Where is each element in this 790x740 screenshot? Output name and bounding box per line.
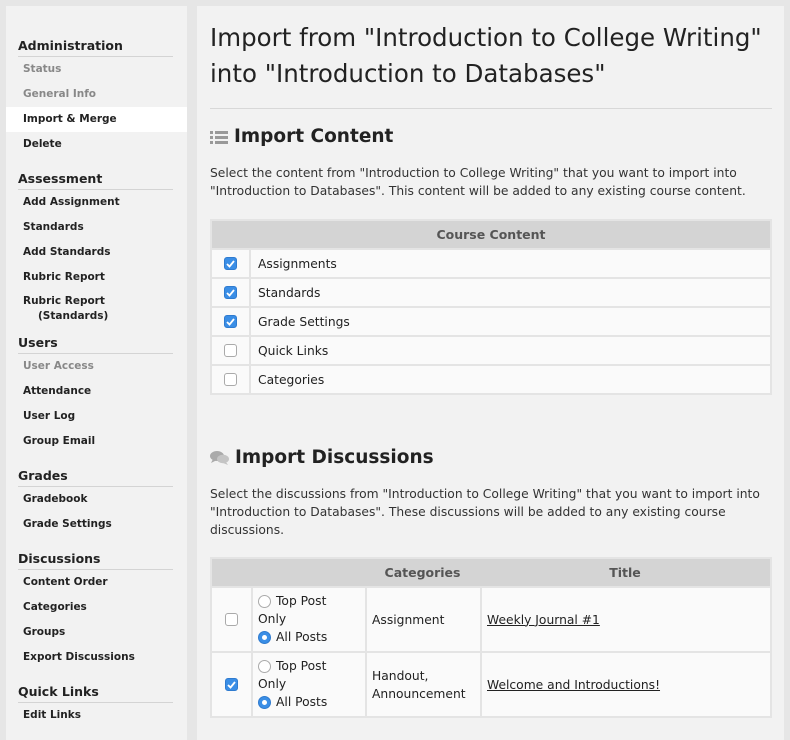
content-checkbox[interactable] — [224, 286, 237, 299]
sidebar-item-general-info[interactable]: General Info — [23, 88, 97, 100]
discussions-table-header — [212, 559, 770, 586]
nav-heading-administration: Administration — [18, 38, 173, 57]
top-post-option[interactable] — [258, 657, 365, 675]
top-post-radio[interactable] — [258, 660, 271, 673]
all-posts-radio[interactable] — [258, 631, 271, 644]
speech-bubbles-icon — [210, 450, 229, 465]
discussion-checkbox[interactable] — [225, 613, 238, 626]
nav-heading-users: Users — [18, 335, 173, 354]
course-content-row — [212, 366, 770, 393]
discussion-title-link[interactable]: Weekly Journal #1 — [487, 612, 600, 627]
sidebar-item-export-discussions[interactable]: Export Discussions — [23, 651, 135, 663]
discussion-checkbox-cell — [212, 653, 251, 716]
import-discussions-title: Import Discussions — [235, 447, 434, 468]
course-content-table — [210, 219, 772, 395]
course-content-row — [212, 308, 770, 335]
sidebar-item-grade-settings[interactable]: Grade Settings — [23, 518, 112, 530]
content-label: Quick Links — [251, 337, 770, 364]
content-checkbox[interactable] — [224, 257, 237, 270]
sidebar-item-attendance[interactable]: Attendance — [23, 385, 92, 397]
top-post-label-cont: Only — [258, 612, 287, 626]
content-checkbox[interactable] — [224, 373, 237, 386]
page-title — [210, 20, 775, 92]
divider — [210, 108, 772, 109]
content-label: Categories — [251, 366, 770, 393]
nav-group-discussions — [18, 551, 187, 670]
course-content-row — [212, 250, 770, 277]
header-title: Title — [609, 565, 641, 580]
discussions-table — [210, 557, 772, 718]
import-content-description: Select the content from "Introduction to College Writing" that you want to import into "Introduction to Databases". This content will be added to any existing course content. — [210, 166, 746, 198]
top-post-radio[interactable] — [258, 595, 271, 608]
discussion-checkbox[interactable] — [225, 678, 238, 691]
discussion-title-link[interactable]: Welcome and Introductions! — [487, 677, 661, 692]
sidebar-item-content-order[interactable]: Content Order — [23, 576, 108, 588]
import-content-heading — [210, 126, 393, 147]
content-label: Standards — [251, 279, 770, 306]
all-posts-label: All Posts — [276, 695, 328, 709]
checkbox-cell — [212, 366, 249, 393]
page-title-line1: Import from "Introduction to College Writing" — [210, 23, 762, 52]
all-posts-radio[interactable] — [258, 696, 271, 709]
title-cell — [482, 588, 770, 651]
sidebar-item-add-standards[interactable]: Add Standards — [23, 246, 111, 258]
post-options-cell — [253, 653, 365, 716]
sidebar-item-standards[interactable]: Standards — [23, 221, 84, 233]
top-post-label: Top Post — [276, 594, 327, 608]
nav-group-quick-links — [18, 684, 187, 728]
content-label: Grade Settings — [251, 308, 770, 335]
nav-group-users — [18, 335, 187, 454]
nav-heading-grades: Grades — [18, 468, 173, 487]
nav-group-grades — [18, 468, 187, 537]
top-post-label-cont: Only — [258, 677, 287, 691]
sidebar-item-label: Rubric Report — [23, 295, 105, 307]
import-discussions-description: Select the discussions from "Introduction to College Writing" that you want to import into "Introduction to Databases". These discussions will be added to any existing course discussions. — [210, 487, 760, 537]
page-title-line2: into "Introduction to Databases" — [210, 59, 606, 88]
all-posts-option[interactable] — [258, 628, 365, 646]
sidebar-item-groups[interactable]: Groups — [23, 626, 66, 638]
nav-heading-quick-links: Quick Links — [18, 684, 173, 703]
sidebar-item-gradebook[interactable]: Gradebook — [23, 493, 88, 505]
nav-heading-discussions: Discussions — [18, 551, 173, 570]
nav-group-assessment — [18, 171, 187, 330]
checkbox-cell — [212, 308, 249, 335]
content-checkbox[interactable] — [224, 315, 237, 328]
checkbox-cell — [212, 279, 249, 306]
sidebar-item-user-access[interactable]: User Access — [23, 360, 94, 372]
main-panel — [197, 6, 784, 740]
checkbox-cell — [212, 250, 249, 277]
category-cell — [367, 653, 480, 716]
sidebar — [6, 6, 187, 740]
content-label: Assignments — [251, 250, 770, 277]
course-content-row — [212, 279, 770, 306]
title-cell — [482, 653, 770, 716]
course-content-header: Course Content — [212, 221, 770, 248]
nav-group-administration — [18, 38, 187, 157]
list-icon — [210, 130, 228, 144]
content-checkbox[interactable] — [224, 344, 237, 357]
sidebar-item-group-email[interactable]: Group Email — [23, 435, 96, 447]
sidebar-item-add-assignment[interactable]: Add Assignment — [23, 196, 120, 208]
sidebar-item-edit-links[interactable]: Edit Links — [23, 709, 81, 721]
discussion-row — [212, 653, 770, 716]
all-posts-option[interactable] — [258, 693, 365, 711]
sidebar-item-status[interactable]: Status — [23, 63, 62, 75]
all-posts-label: All Posts — [276, 630, 328, 644]
course-content-row — [212, 337, 770, 364]
post-options-cell — [253, 588, 365, 651]
sidebar-item-rubric-report[interactable]: Rubric Report — [23, 271, 105, 283]
category-text: Handout, — [372, 668, 429, 683]
sidebar-item-user-log[interactable]: User Log — [23, 410, 76, 422]
nav-heading-assessment: Assessment — [18, 171, 173, 190]
category-cell — [367, 588, 480, 651]
top-post-label: Top Post — [276, 659, 327, 673]
top-post-option[interactable] — [258, 592, 365, 610]
discussion-checkbox-cell — [212, 588, 251, 651]
sidebar-item-rubric-report-standards[interactable] — [18, 290, 187, 330]
sidebar-item-import-merge[interactable]: Import & Merge — [6, 107, 187, 132]
header-spacer — [212, 559, 365, 586]
checkbox-cell — [212, 337, 249, 364]
header-categories: Categories — [384, 565, 461, 580]
import-discussions-heading — [210, 447, 434, 468]
sidebar-item-sublabel: (Standards) — [38, 310, 109, 322]
category-text-cont: Announcement — [372, 686, 466, 701]
import-content-title: Import Content — [234, 126, 394, 147]
discussion-row — [212, 588, 770, 651]
category-text: Assignment — [372, 612, 445, 627]
sidebar-item-delete[interactable]: Delete — [23, 138, 62, 150]
sidebar-item-categories[interactable]: Categories — [23, 601, 87, 613]
